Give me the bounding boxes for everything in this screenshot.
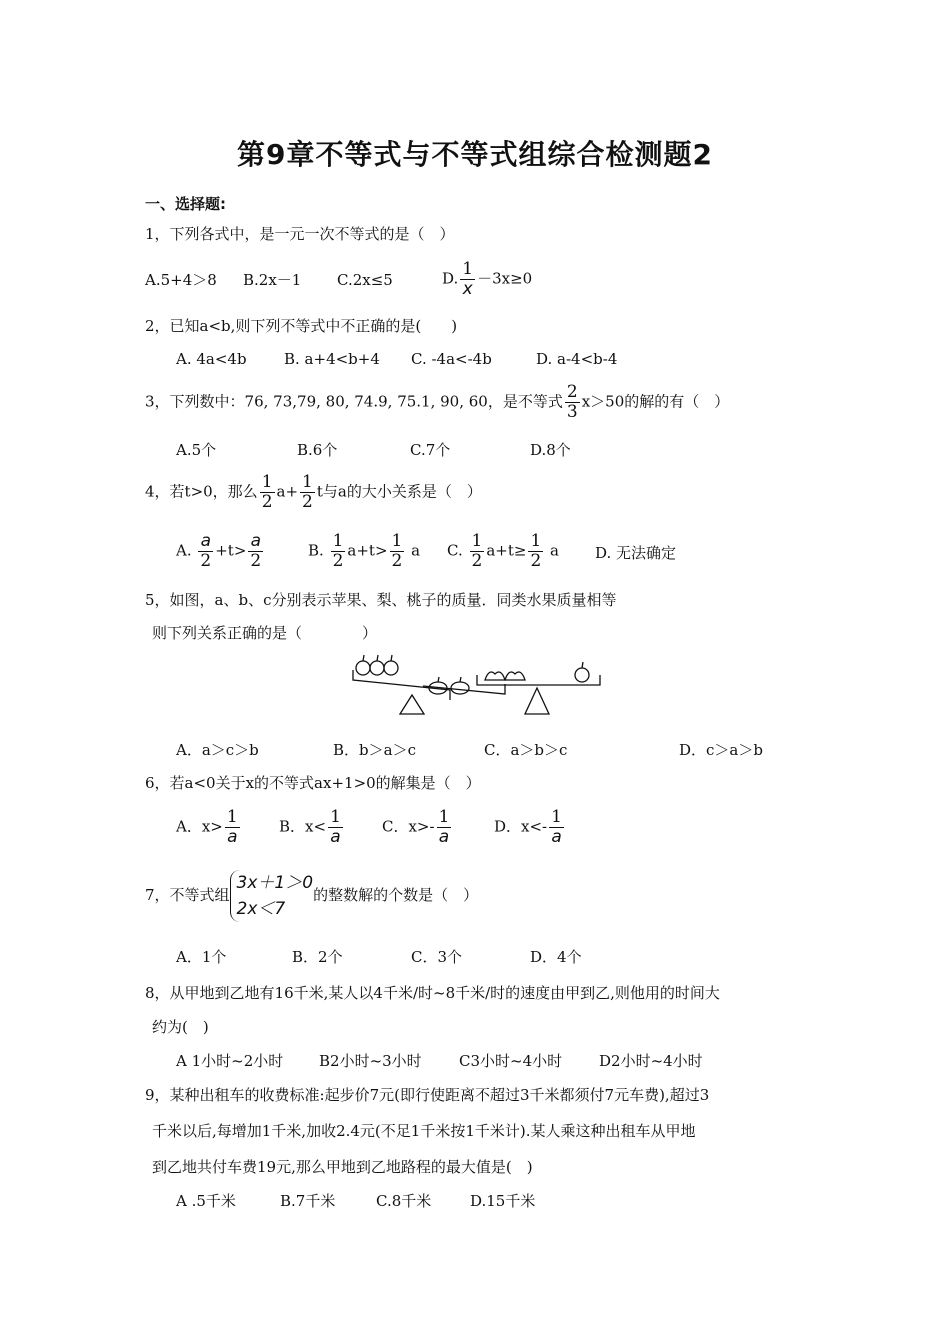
- q4-c-f2-num: 1: [530, 531, 542, 551]
- q6-a-den: [225, 827, 240, 847]
- q2-option-a: A. 4a<4b: [176, 350, 247, 368]
- question-6-stem: 6，若a<0关于x的不等式ax+1>0的解集是（ ）: [145, 774, 481, 792]
- q4-b-mid: a+t>: [347, 541, 388, 560]
- section-heading: 一、选择题:: [145, 195, 226, 213]
- q1-option-a: A.5+4＞8: [145, 271, 217, 289]
- q3-stem-pre: 3，下列数中：76, 73,79, 80, 74.9, 75.1, 90, 60，是不等式: [145, 392, 563, 411]
- q6-a-pre: A．x>: [176, 817, 223, 836]
- q8-option-b: B2小时~3小时: [319, 1052, 422, 1070]
- q1-option-b: B.2x－1: [243, 271, 302, 289]
- q4-c-post: a: [550, 541, 559, 560]
- q4-a-frac-1: [198, 532, 213, 571]
- q7-stem-pre: 7，不等式组: [145, 886, 230, 904]
- q7-line-2: 2x＜7: [236, 899, 286, 919]
- pear-2: [505, 672, 525, 680]
- q6-b-den: [328, 827, 343, 847]
- q6-a-frac: [225, 808, 240, 847]
- q6-option-c: [382, 808, 453, 847]
- q1-d-suffix: －3x≥0: [477, 269, 533, 288]
- q4-a-pre: A.: [176, 541, 192, 560]
- q6-c-num: 1: [438, 807, 450, 827]
- q3-stem-post: x＞50的解的有（ ）: [581, 392, 730, 411]
- q3-option-c: C.7个: [410, 441, 451, 459]
- q4-option-b: [308, 532, 420, 571]
- question-5-stem-line1: 5，如图，a、b、c分别表示苹果、梨、桃子的质量．同类水果质量相等: [145, 591, 617, 609]
- q1-d-var: x: [462, 279, 473, 299]
- q4-b-f2-den: 2: [391, 551, 403, 571]
- q5-option-d: D．c＞a＞b: [679, 741, 763, 759]
- q8-option-d: D2小时~4小时: [599, 1052, 703, 1070]
- q1-option-d: [442, 260, 532, 299]
- q4-b-pre: B.: [308, 541, 324, 560]
- q4-c-f2-den: 2: [530, 551, 542, 571]
- question-3-stem: [145, 383, 729, 422]
- q1-option-c: C.2x≤5: [337, 271, 393, 289]
- q3-option-a: A.5个: [176, 441, 217, 459]
- q4-b-f2-num: 1: [391, 531, 403, 551]
- q4-c-pre: C.: [447, 541, 463, 560]
- q4-c-frac-2: [528, 532, 543, 571]
- apple-4: [575, 668, 589, 682]
- question-8-stem-line1: 8，从甲地到乙地有16千米,某人以4千米/时~8千米/时的速度由甲到乙,则他用的时间大: [145, 984, 720, 1002]
- q4-a-f1-num: [198, 532, 213, 551]
- q4-stem-post: t与a的大小关系是（ ）: [316, 482, 482, 501]
- q5-option-a: A．a＞c＞b: [176, 741, 259, 759]
- q4-option-a: [176, 532, 265, 571]
- q6-b-pre: B．x<: [279, 817, 327, 836]
- q6-c-frac: [437, 808, 452, 847]
- q6-c-den: [437, 827, 452, 847]
- q4-fraction-1: [260, 473, 275, 512]
- q6-c-var: a: [438, 827, 450, 847]
- q6-d-var: a: [551, 827, 562, 847]
- q4-b-frac-1: [331, 532, 346, 571]
- q4-f2-num: 1: [302, 472, 313, 492]
- left-scale-fulcrum: [400, 695, 424, 714]
- question-9-stem-line2: 千米以后,每增加1千米,加收2.4元(不足1千米按1千米计).某人乘这种出租车从甲地: [152, 1122, 696, 1140]
- apple-3: [384, 661, 398, 675]
- q6-a-var: a: [227, 827, 238, 847]
- q4-stem-pre: 4，若t>0，那么: [145, 482, 258, 501]
- q6-d-frac: [549, 808, 564, 847]
- q4-f2-den: 2: [302, 492, 313, 512]
- q5-option-b: B．b＞a＞c: [333, 741, 416, 759]
- q7-line-1: 3x＋1＞0: [236, 873, 314, 893]
- q4-a-f1-den: 2: [200, 551, 212, 571]
- q4-a-frac-2: [248, 532, 263, 571]
- q2-option-b: B. a+4<b+4: [284, 350, 380, 368]
- question-9-stem-line1: 9，某种出租车的收费标准:起步价7元(即行使距离不超过3千米都须付7元车费),超过3: [145, 1086, 710, 1104]
- q9-option-b: B.7千米: [280, 1192, 336, 1210]
- q5-option-c: C．a＞b＞c: [484, 741, 568, 759]
- q3-numerator: 2: [566, 382, 578, 402]
- q4-option-c: [447, 532, 559, 571]
- q6-d-pre: D．x<-: [494, 817, 548, 836]
- q9-option-a: A .5千米: [176, 1192, 236, 1210]
- peach-2: [451, 682, 469, 694]
- q6-d-num: 1: [551, 807, 562, 827]
- page-title: 第9章不等式与不等式组综合检测题2: [237, 138, 713, 171]
- q4-f1-num: 1: [261, 472, 273, 492]
- q6-option-a: [176, 808, 242, 847]
- q7-option-a: A．1个: [176, 948, 227, 966]
- q4-b-f1-num: 1: [332, 531, 344, 551]
- q7-option-c: C．3个: [411, 948, 463, 966]
- q6-a-num: 1: [226, 807, 238, 827]
- q2-option-c: C. -4a<-4b: [411, 350, 492, 368]
- q4-c-f1-num: 1: [471, 531, 483, 551]
- q6-d-den: [549, 827, 564, 847]
- q1-d-denominator: [460, 279, 475, 299]
- q4-a-f2-var: a: [250, 531, 262, 551]
- q7-option-d: D．4个: [530, 948, 582, 966]
- q6-b-var: a: [330, 827, 341, 847]
- apple-stems: [363, 655, 392, 661]
- question-9-stem-line3: 到乙地共付车费19元,那么甲地到乙地路程的最大值是( ): [152, 1158, 533, 1176]
- pear-1: [485, 672, 505, 680]
- q1-d-numerator: 1: [462, 259, 474, 279]
- q6-option-b: [279, 808, 345, 847]
- q1-d-prefix: D.: [442, 269, 459, 288]
- q3-denominator: 3: [566, 402, 578, 422]
- q4-b-post: a: [411, 541, 421, 560]
- q6-c-pre: C．x>-: [382, 817, 435, 836]
- q9-option-d: D.15千米: [470, 1192, 536, 1210]
- q4-a-f2-num: [248, 532, 263, 551]
- q4-a-f2-den: 2: [250, 551, 262, 571]
- q4-option-d: D. 无法确定: [595, 544, 677, 562]
- q3-option-d: D.8个: [530, 441, 571, 459]
- q3-option-b: B.6个: [297, 441, 338, 459]
- q4-mid: a+: [276, 482, 299, 501]
- apple-2: [370, 661, 384, 675]
- question-4-stem: [145, 473, 482, 512]
- peach-stems: [438, 677, 461, 682]
- q6-b-frac: [328, 808, 343, 847]
- question-5-stem-line2: 则下列关系正确的是（ ）: [152, 624, 378, 642]
- q4-c-mid: a+t≥: [486, 541, 527, 560]
- left-scale-beam: [353, 670, 450, 700]
- scale-right: [477, 662, 600, 714]
- q7-stem-post: 的整数解的个数是（ ）: [313, 886, 479, 904]
- q6-option-d: [494, 808, 566, 847]
- q6-b-num: 1: [330, 807, 341, 827]
- apple-4-stem: [582, 662, 583, 668]
- q4-b-frac-2: [390, 532, 405, 571]
- question-8-stem-line2: 约为( ): [152, 1018, 209, 1036]
- balance-scales-figure: [345, 650, 610, 720]
- q4-c-frac-1: [470, 532, 485, 571]
- q4-a-f1-var: a: [200, 531, 212, 551]
- question-2-stem: 2，已知a<b,则下列不等式中不正确的是( ): [145, 317, 458, 335]
- q1-d-fraction: [460, 260, 475, 299]
- question-7-stem: [145, 870, 478, 922]
- q8-option-c: C3小时~4小时: [459, 1052, 563, 1070]
- q4-a-mid: +t>: [215, 541, 247, 560]
- q9-option-c: C.8千米: [376, 1192, 432, 1210]
- q7-option-b: B．2个: [292, 948, 343, 966]
- q7-inequality-system: [230, 870, 314, 922]
- q4-b-f1-den: 2: [332, 551, 344, 571]
- apple-1: [356, 661, 370, 675]
- right-scale-fulcrum: [525, 688, 549, 714]
- question-1-stem: 1，下列各式中，是一元一次不等式的是（ ）: [145, 225, 455, 243]
- q2-option-d: D. a-4<b-4: [536, 350, 618, 368]
- q4-fraction-2: [300, 473, 315, 512]
- q8-option-a: A 1小时~2小时: [176, 1052, 284, 1070]
- q4-f1-den: 2: [261, 492, 273, 512]
- q3-fraction: [565, 383, 580, 422]
- q4-c-f1-den: 2: [471, 551, 483, 571]
